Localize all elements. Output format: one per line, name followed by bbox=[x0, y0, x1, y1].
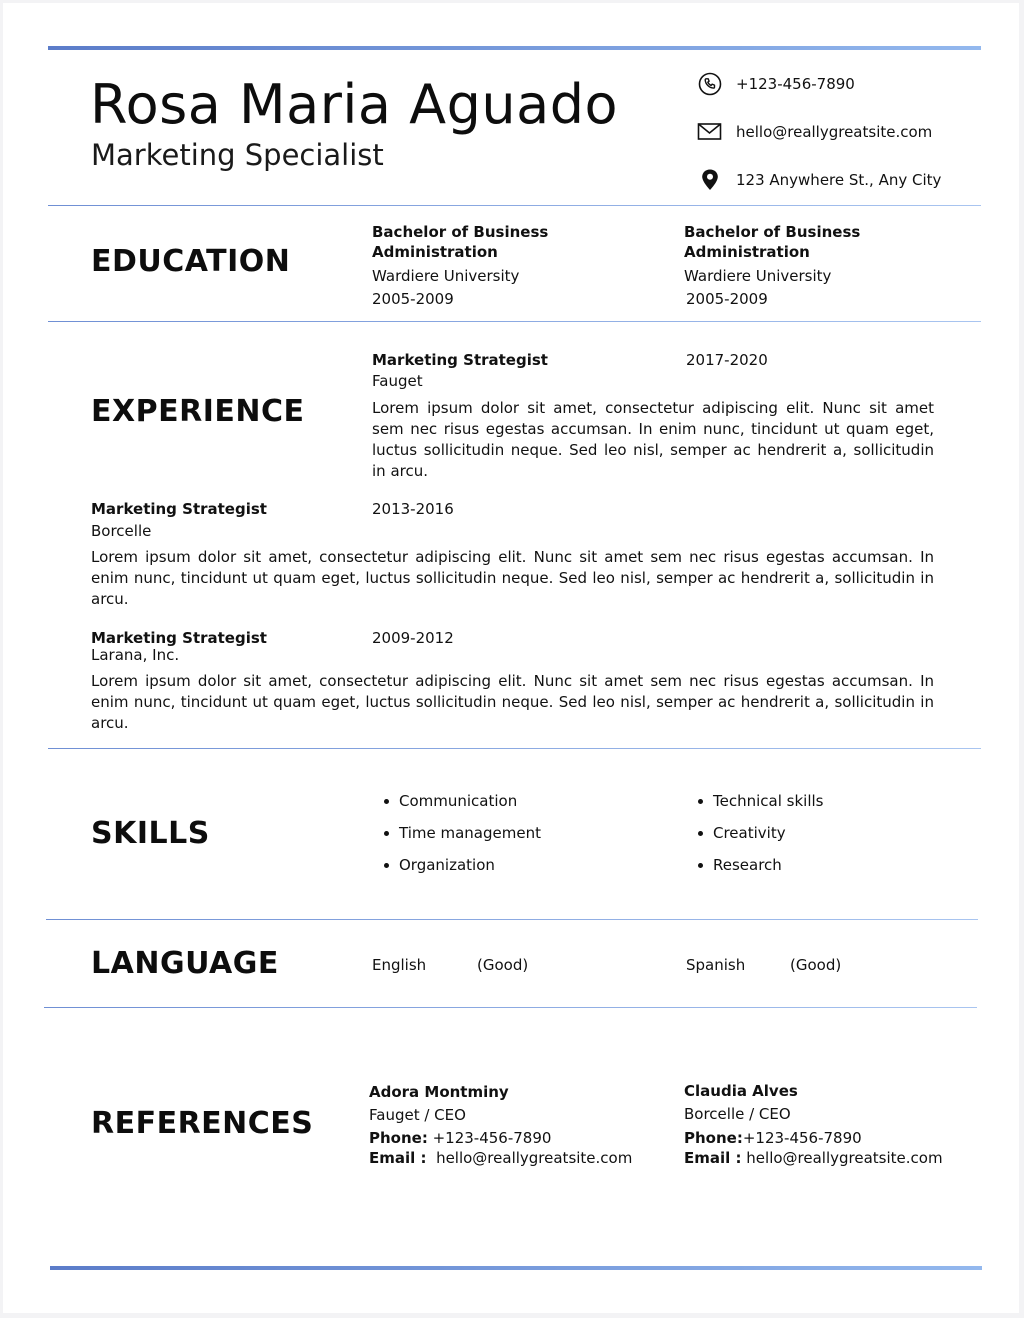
language-level: (Good) bbox=[790, 956, 842, 974]
reference-email: hello@reallygreatsite.com bbox=[746, 1149, 943, 1167]
experience-years: 2013-2016 bbox=[372, 500, 454, 518]
experience-role: Marketing Strategist bbox=[91, 629, 267, 647]
bottom-divider bbox=[50, 1266, 982, 1270]
education-school: Wardiere University bbox=[372, 267, 520, 285]
reference-email-label: Email : bbox=[684, 1149, 742, 1167]
education-years: 2005-2009 bbox=[372, 290, 454, 308]
skill-label: Creativity bbox=[713, 824, 786, 842]
skill-label: Research bbox=[713, 856, 782, 874]
education-degree-cont: Administration bbox=[372, 243, 498, 261]
contact-phone bbox=[697, 71, 855, 97]
education-entry bbox=[684, 222, 860, 309]
contact-email bbox=[697, 119, 932, 145]
mail-icon bbox=[697, 119, 723, 145]
reference-name: Claudia Alves bbox=[684, 1082, 798, 1100]
contact-phone-text: +123-456-7890 bbox=[736, 75, 855, 93]
divider bbox=[44, 1007, 977, 1008]
skill-item bbox=[384, 856, 495, 874]
reference-position: Borcelle / CEO bbox=[684, 1105, 791, 1123]
experience-company: Borcelle bbox=[91, 522, 152, 540]
divider bbox=[48, 205, 981, 206]
divider bbox=[48, 748, 981, 749]
reference-position: Fauget / CEO bbox=[369, 1106, 466, 1124]
top-divider bbox=[48, 46, 981, 50]
experience-years: 2017-2020 bbox=[686, 351, 768, 369]
skill-item bbox=[698, 856, 782, 874]
language-name: Spanish bbox=[686, 956, 746, 974]
reference-phone-label: Phone: bbox=[684, 1129, 743, 1147]
skill-label: Organization bbox=[399, 856, 495, 874]
skill-label: Technical skills bbox=[713, 792, 824, 810]
education-years: 2005-2009 bbox=[686, 290, 768, 308]
experience-description: Lorem ipsum dolor sit amet, consectetur adipiscing elit. Nunc sit amet sem nec risus egestas accumsan. In enim nunc, tincidunt ut quam eget, luctus sollicitudin neque. Sed leo nisl, semper ac hendrerit a, sollicitudin in arcu. bbox=[91, 548, 934, 608]
candidate-title: Marketing Specialist bbox=[91, 138, 384, 172]
phone-icon bbox=[697, 71, 723, 97]
reference-email: hello@reallygreatsite.com bbox=[436, 1149, 633, 1167]
language-heading: LANGUAGE bbox=[91, 946, 279, 981]
reference-name: Adora Montminy bbox=[369, 1083, 509, 1101]
experience-description: Lorem ipsum dolor sit amet, consectetur adipiscing elit. Nunc sit amet sem nec risus egestas accumsan. In enim nunc, tincidunt ut quam eget, luctus sollicitudin neque. Sed leo nisl, semper ac hendrerit a, sollicitudin in arcu. bbox=[91, 672, 934, 732]
experience-role: Marketing Strategist bbox=[372, 351, 548, 369]
skill-item bbox=[698, 824, 786, 842]
skill-label: Time management bbox=[399, 824, 541, 842]
education-degree-cont: Administration bbox=[684, 243, 810, 261]
education-heading: EDUCATION bbox=[91, 244, 291, 279]
location-pin-icon bbox=[697, 167, 723, 193]
references-heading: REFERENCES bbox=[91, 1106, 314, 1141]
education-school: Wardiere University bbox=[684, 267, 832, 285]
language-name: English bbox=[372, 956, 427, 974]
reference-entry bbox=[684, 1081, 943, 1168]
skill-item bbox=[384, 792, 517, 810]
education-entry bbox=[372, 222, 548, 309]
experience-heading: EXPERIENCE bbox=[91, 394, 305, 429]
reference-phone: +123-456-7890 bbox=[742, 1129, 862, 1147]
reference-phone-label: Phone: bbox=[369, 1129, 428, 1147]
experience-years: 2009-2012 bbox=[372, 629, 454, 647]
contact-email-text: hello@reallygreatsite.com bbox=[736, 123, 933, 141]
skill-item bbox=[698, 792, 823, 810]
skill-item bbox=[384, 824, 541, 842]
experience-company: Fauget bbox=[372, 372, 423, 390]
reference-entry bbox=[369, 1082, 632, 1168]
skill-label: Communication bbox=[399, 792, 518, 810]
divider bbox=[46, 919, 978, 920]
contact-address bbox=[697, 167, 941, 193]
contact-address-text: 123 Anywhere St., Any City bbox=[736, 171, 942, 189]
experience-company: Larana, Inc. bbox=[91, 646, 180, 664]
skills-heading: SKILLS bbox=[91, 816, 210, 851]
education-degree: Bachelor of Business bbox=[372, 223, 549, 241]
education-degree: Bachelor of Business bbox=[684, 223, 861, 241]
experience-description: Lorem ipsum dolor sit amet, consectetur adipiscing elit. Nunc sit amet sem nec risus egestas accumsan. In enim nunc, tincidunt ut quam eget, luctus sollicitudin neque. Sed leo nisl, semper ac hendrerit a, sollicitudin in arcu. bbox=[372, 399, 934, 480]
divider bbox=[48, 321, 981, 322]
experience-role: Marketing Strategist bbox=[91, 500, 267, 518]
language-level: (Good) bbox=[477, 956, 529, 974]
candidate-name: Rosa Maria Aguado bbox=[90, 73, 619, 136]
reference-email-label: Email : bbox=[369, 1149, 427, 1167]
reference-phone: +123-456-7890 bbox=[432, 1129, 552, 1147]
